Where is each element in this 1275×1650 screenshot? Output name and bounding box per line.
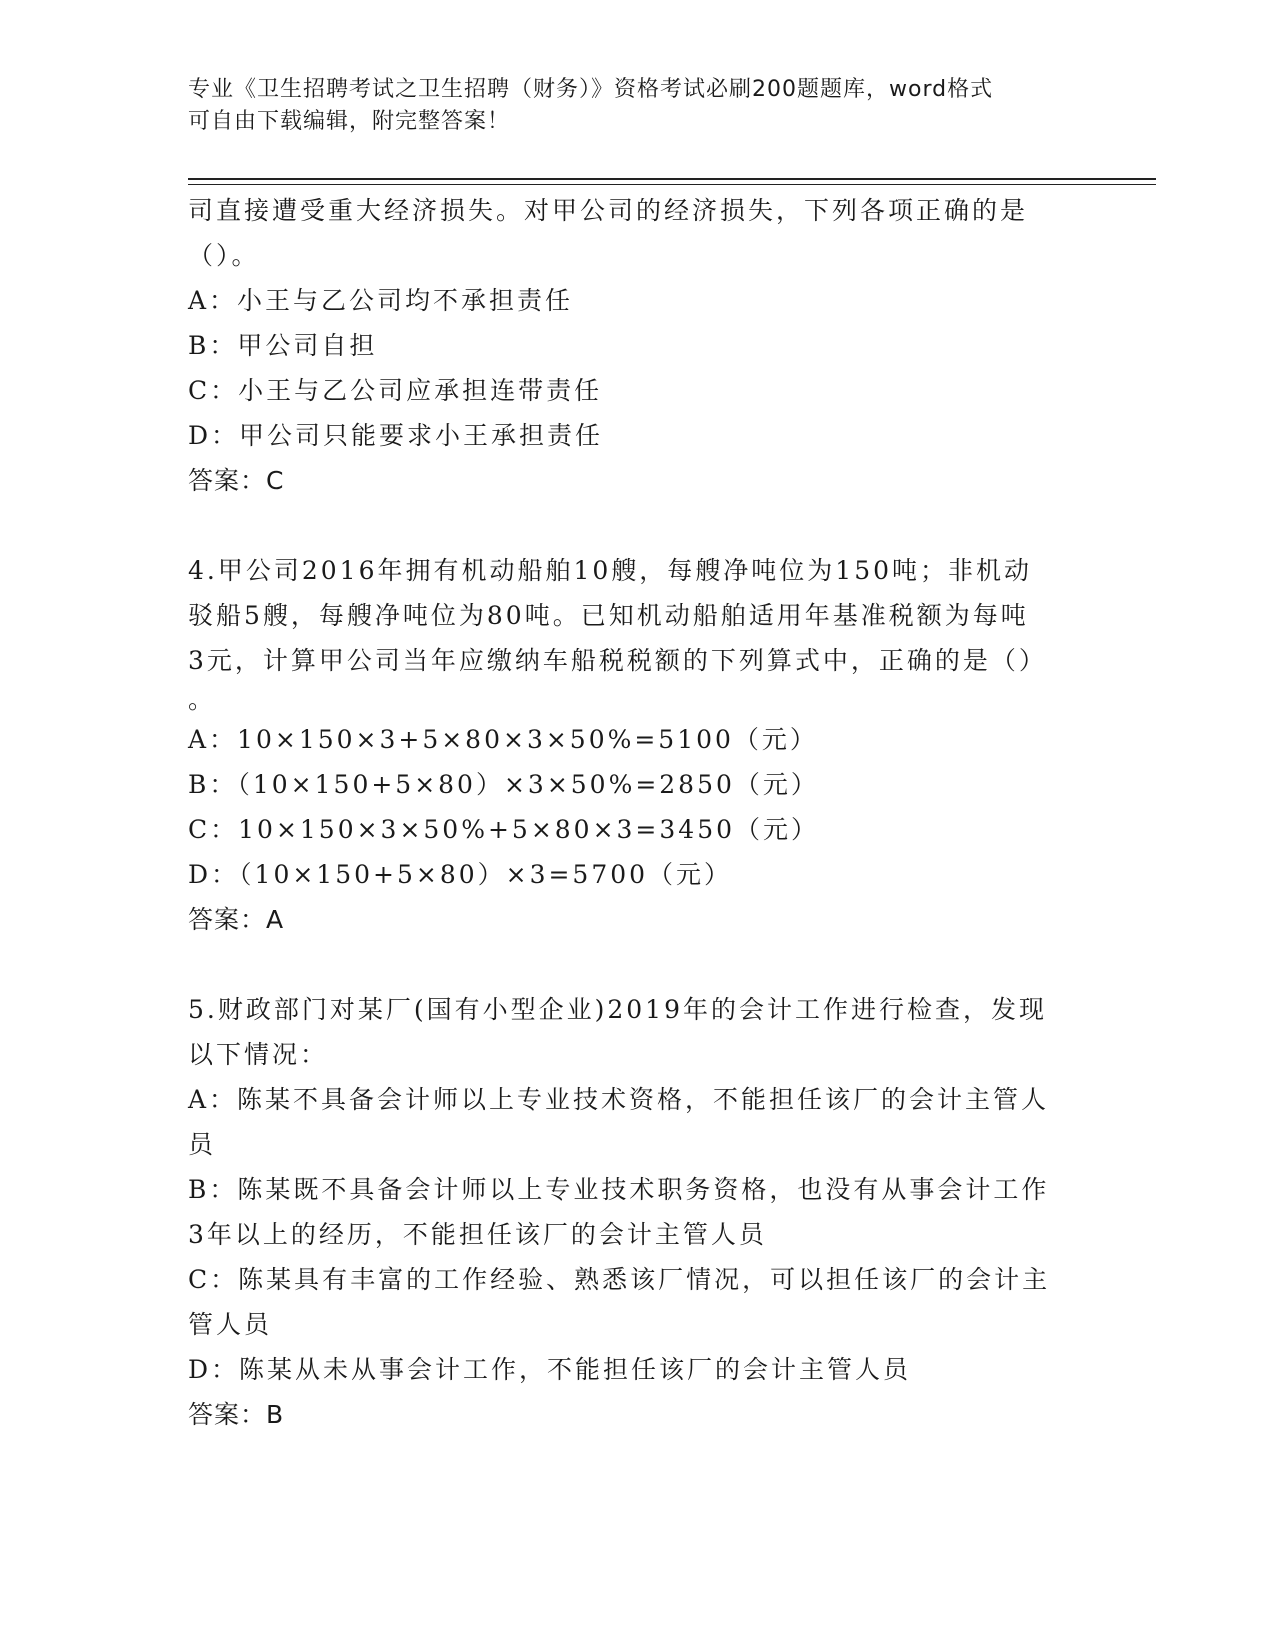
spacer [188,942,1088,987]
spacer [188,503,1088,548]
header-rule-thick [188,178,1156,180]
option-a: A：10×150×3+5×80×3×50%=5100（元） [188,725,818,754]
question-stem-line: 以下情况： [188,1040,329,1069]
option-d: D：（10×150+5×80）×3=5700（元） [188,860,733,889]
question-stem-line: 4.甲公司2016年拥有机动船舶10艘，每艘净吨位为150吨；非机动 [188,556,1033,585]
question-3 [188,188,1088,503]
document-body [188,188,1088,1437]
option-c-continued: 管人员 [188,1310,273,1339]
option-b-continued: 3年以上的经历，不能担任该厂的会计主管人员 [188,1220,767,1249]
question-stem-line: （）。 [188,241,260,270]
option-a-continued: 员 [188,1130,217,1159]
header-line-1: 专业《卫生招聘考试之卫生招聘（财务）》资格考试必刷200题题库，word格式 [188,77,994,102]
option-d: D：陈某从未从事会计工作，不能担任该厂的会计主管人员 [188,1355,912,1384]
option-c: C：陈某具有丰富的工作经验、熟悉该厂情况，可以担任该厂的会计主 [188,1265,1051,1294]
answer-line: 答案：A [188,905,285,934]
option-c: C：10×150×3×50%+5×80×3=3450（元） [188,815,820,844]
question-stem-line: 司直接遭受重大经济损失。对甲公司的经济损失，下列各项正确的是 [188,196,1029,225]
question-4 [188,548,1088,942]
answer-line: 答案：B [188,1400,285,1429]
question-5 [188,987,1088,1437]
option-b: B：（10×150+5×80）×3×50%=2850（元） [188,770,819,799]
option-b: B：甲公司自担 [188,331,378,360]
question-stem-line: 3元，计算甲公司当年应缴纳车船税税额的下列算式中，正确的是（） [188,646,1047,675]
question-stem-line: 5.财政部门对某厂(国有小型企业)2019年的会计工作进行检查，发现 [188,995,1047,1024]
document-header [188,74,1068,138]
option-c: C：小王与乙公司应承担连带责任 [188,376,603,405]
option-b: B：陈某既不具备会计师以上专业技术职务资格，也没有从事会计工作 [188,1175,1050,1204]
option-a: A：小王与乙公司均不承担责任 [188,286,574,315]
header-line-2: 可自由下载编辑，附完整答案！ [188,109,511,134]
header-rule-thin [188,184,1156,185]
option-d: D：甲公司只能要求小王承担责任 [188,421,604,450]
answer-line: 答案：C [188,466,285,495]
option-a: A：陈某不具备会计师以上专业技术资格，不能担任该厂的会计主管人 [188,1085,1050,1114]
question-stem-line: 。 [188,685,217,714]
question-stem-line: 驳船5艘，每艘净吨位为80吨。已知机动船舶适用年基准税额为每吨 [188,601,1029,630]
